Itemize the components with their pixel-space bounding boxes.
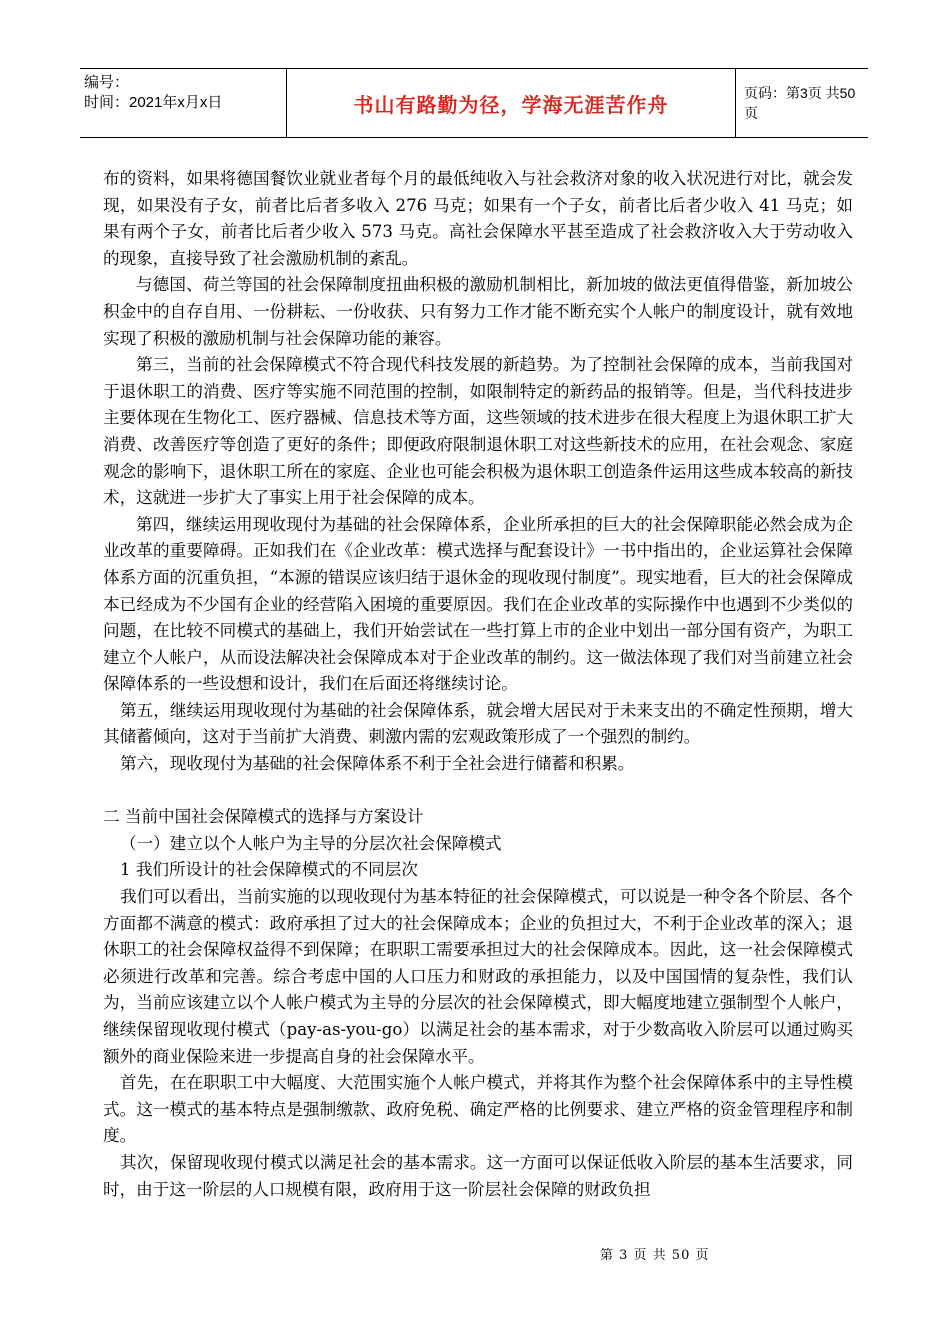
paragraph: 布的资料，如果将德国餐饮业就业者每个月的最低纯收入与社会救济对象的收入状况进行对比，就会发现，如果没有子女，前者比后者多收入 276 马克；如果有一个子女，前者比后者少收入 41 马克；如果有两个子女，前者比后者少收入 573 马克。高社会保障水平甚至造成了社会救济收入大于劳动收入的现象，直接导致了社会激励机制的紊乱。 [103, 169, 853, 268]
header-motto-cell [287, 69, 736, 137]
time-label: 时间：2021年x月x日 [84, 94, 223, 111]
header-motto: 书山有路勤为径，学海无涯苦作舟 [353, 92, 669, 117]
header-page-info: 页码：第3页 共50页 [744, 85, 856, 121]
page-footer: 第 3 页 共 50 页 [600, 1248, 710, 1263]
subsection-heading: 1 我们所设计的社会保障模式的不同层次 [120, 860, 418, 880]
section-heading: 二 当前中国社会保障模式的选择与方案设计 [103, 807, 424, 827]
number-label: 编号： [84, 74, 130, 91]
header-meta [80, 69, 287, 137]
paragraph: 第三，当前的社会保障模式不符合现代科技发展的新趋势。为了控制社会保障的成本，当前我国对于退休职工的消费、医疗等实施不同范围的控制，如限制特定的新药品的报销等。但是，当代科技进步主要体现在生物化工、医疗器械、信息技术等方面，这些领域的技术进步在很大程度上为退休职工扩大消费、改善医疗等创造了更好的条件；即便政府限制退休职工对这些新技术的应用，在社会观念、家庭观念的影响下，退休职工所在的家庭、企业也可能会积极为退休职工创造条件运用这些成本较高的新技术，这就进一步扩大了事实上用于社会保障的成本。 [103, 355, 853, 508]
document-body [103, 166, 853, 1203]
subsection-heading: （一）建立以个人帐户为主导的分层次社会保障模式 [120, 833, 502, 853]
page-header [80, 68, 868, 138]
paragraph: 其次，保留现收现付模式以满足社会的基本需求。这一方面可以保证低收入阶层的基本生活要求，同时，由于这一阶层的人口规模有限，政府用于这一阶层社会保障的财政负担 [103, 1152, 853, 1199]
paragraph: 第五，继续运用现收现付为基础的社会保障体系，就会增大居民对于未来支出的不确定性预期，增大其储蓄倾向，这对于当前扩大消费、刺激内需的宏观政策形成了一个强烈的制约。 [103, 700, 853, 747]
paragraph: 第四，继续运用现收现付为基础的社会保障体系，企业所承担的巨大的社会保障职能必然会成为企业改革的重要障碍。正如我们在《企业改革：模式选择与配套设计》一书中指出的，企业运算社会保障体系方面的沉重负担，“本源的错误应该归结于退休金的现收现付制度”。现实地看，巨大的社会保障成本已经成为不少国有企业的经营陷入困境的重要原因。我们在企业改革的实际操作中也遇到不少类似的问题，在比较不同模式的基础上，我们开始尝试在一些打算上市的企业中划出一部分国有资产，为职工建立个人帐户，从而设法解决社会保障成本对于企业改革的制约。这一做法体现了我们对当前建立社会保障体系的一些设想和设计，我们在后面还将继续讨论。 [103, 514, 853, 694]
paragraph: 与德国、荷兰等国的社会保障制度扭曲积极的激励机制相比，新加坡的做法更值得借鉴，新加坡公积金中的自存自用、一份耕耘、一份收获、只有努力工作才能不断充实个人帐户的制度设计，就有效地实现了积极的激励机制与社会保障功能的兼容。 [103, 275, 853, 348]
paragraph: 首先，在在职职工中大幅度、大范围实施个人帐户模式，并将其作为整个社会保障体系中的主导性模式。这一模式的基本特点是强制缴款、政府免税、确定严格的比例要求、建立严格的资金管理程序和制度。 [103, 1073, 853, 1146]
paragraph: 我们可以看出，当前实施的以现收现付为基本特征的社会保障模式，可以说是一种令各个阶层、各个方面都不满意的模式：政府承担了过大的社会保障成本；企业的负担过大，不利于企业改革的深入；退休职工的社会保障权益得不到保障；在职职工需要承担过大的社会保障成本。因此，这一社会保障模式必须进行改革和完善。综合考虑中国的人口压力和财政的承担能力，以及中国国情的复杂性，我们认为，当前应该建立以个人帐户模式为主导的分层次的社会保障模式，即大幅度地建立强制型个人帐户，继续保留现收现付模式（pay-as-you-go）以满足社会的基本需求，对于少数高收入阶层可以通过购买额外的商业保险来进一步提高自身的社会保障水平。 [103, 887, 853, 1066]
paragraph: 第六，现收现付为基础的社会保障体系不利于全社会进行储蓄和积累。 [120, 754, 635, 774]
blank-line [103, 778, 853, 805]
header-page-info-cell [736, 69, 868, 137]
